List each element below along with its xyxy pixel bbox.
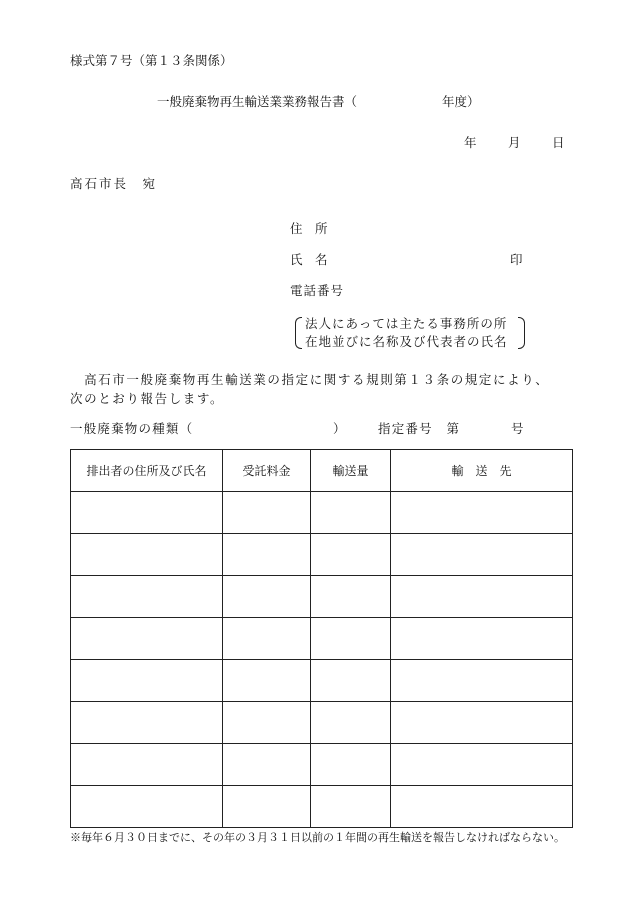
cell-discharger[interactable]	[71, 660, 223, 702]
cell-discharger[interactable]	[71, 618, 223, 660]
footnote: ※毎年６月３０日までに、その年の３月３１日以前の１年間の再生輸送を報告しなければならない。	[70, 831, 565, 844]
table-row	[71, 618, 573, 660]
header-discharger: 排出者の住所及び氏名	[71, 450, 223, 492]
seal-mark: 印	[510, 252, 523, 267]
cell-discharger[interactable]	[71, 744, 223, 786]
cell-destination[interactable]	[391, 534, 573, 576]
cell-destination[interactable]	[391, 744, 573, 786]
cell-fee[interactable]	[223, 786, 311, 828]
cell-fee[interactable]	[223, 744, 311, 786]
cell-discharger[interactable]	[71, 492, 223, 534]
header-volume: 輸送量	[311, 450, 391, 492]
designation-label: 指定番号 第	[378, 421, 461, 436]
body-text-line1: 高石市一般廃棄物再生輸送業の指定に関する規則第１３条の規定により、	[70, 372, 550, 387]
corp-note-line1: 法人にあっては主たる事務所の所	[305, 316, 508, 331]
cell-fee[interactable]	[223, 534, 311, 576]
cell-fee[interactable]	[223, 702, 311, 744]
date-year-label: 年	[464, 135, 477, 150]
cell-discharger[interactable]	[71, 576, 223, 618]
cell-volume[interactable]	[311, 534, 391, 576]
corp-note-line2: 在地並びに名称及び代表者の氏名	[305, 334, 508, 349]
cell-destination[interactable]	[391, 786, 573, 828]
table-row	[71, 702, 573, 744]
addressee: 高石市長 宛	[70, 176, 158, 191]
document-title-year: 年度）	[442, 94, 480, 109]
cell-discharger[interactable]	[71, 534, 223, 576]
cell-destination[interactable]	[391, 618, 573, 660]
date-month-label: 月	[508, 135, 521, 150]
name-label: 氏 名	[290, 252, 328, 267]
cell-destination[interactable]	[391, 576, 573, 618]
table-row	[71, 744, 573, 786]
cell-destination[interactable]	[391, 702, 573, 744]
phone-label: 電話番号	[290, 283, 345, 298]
cell-volume[interactable]	[311, 786, 391, 828]
cell-volume[interactable]	[311, 576, 391, 618]
address-label: 住 所	[290, 221, 328, 236]
cell-volume[interactable]	[311, 702, 391, 744]
date-day-label: 日	[552, 135, 565, 150]
cell-volume[interactable]	[311, 492, 391, 534]
header-fee: 受託料金	[223, 450, 311, 492]
table-header-row	[71, 450, 573, 492]
form-number: 様式第７号（第１３条関係）	[70, 53, 233, 68]
table-row	[71, 660, 573, 702]
corp-note-bracket-left	[295, 317, 302, 349]
table-row	[71, 534, 573, 576]
cell-destination[interactable]	[391, 660, 573, 702]
cell-volume[interactable]	[311, 744, 391, 786]
cell-volume[interactable]	[311, 618, 391, 660]
header-destination: 輸 送 先	[391, 450, 573, 492]
cell-destination[interactable]	[391, 492, 573, 534]
designation-suffix: 号	[511, 421, 524, 436]
corp-note-bracket-right	[518, 317, 525, 349]
table-row	[71, 576, 573, 618]
cell-fee[interactable]	[223, 618, 311, 660]
table-row	[71, 492, 573, 534]
cell-discharger[interactable]	[71, 702, 223, 744]
cell-fee[interactable]	[223, 492, 311, 534]
report-table	[70, 449, 573, 828]
document-title: 一般廃棄物再生輸送業業務報告書（	[157, 94, 358, 109]
waste-type-close: ）	[333, 421, 346, 436]
cell-discharger[interactable]	[71, 786, 223, 828]
table-row	[71, 786, 573, 828]
cell-volume[interactable]	[311, 660, 391, 702]
body-text-line2: 次のとおり報告します。	[70, 391, 225, 406]
waste-type-label: 一般廃棄物の種類（	[70, 421, 194, 436]
cell-fee[interactable]	[223, 576, 311, 618]
cell-fee[interactable]	[223, 660, 311, 702]
